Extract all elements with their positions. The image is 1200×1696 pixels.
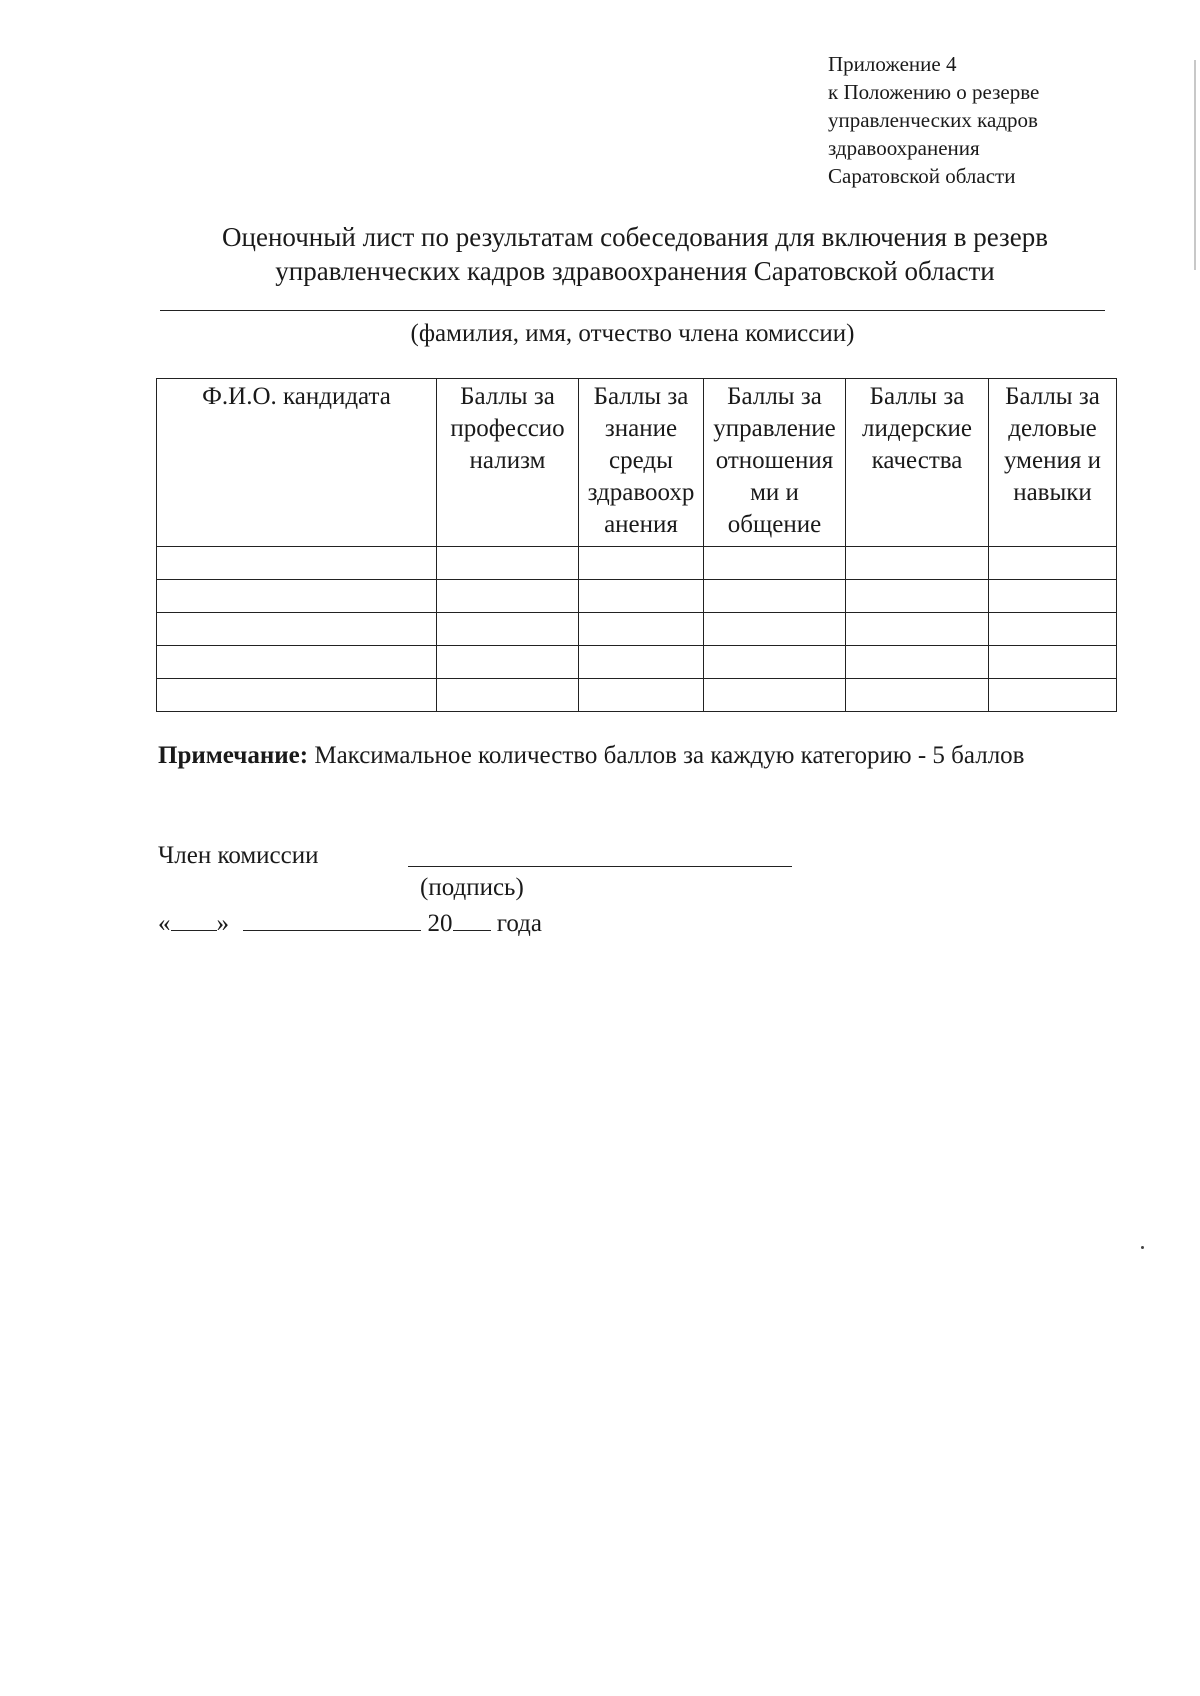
table-row: [157, 547, 1117, 580]
table-cell[interactable]: [704, 613, 846, 646]
document-title: [160, 220, 1110, 288]
header-healthcare-knowledge: Баллы за знание среды здравоохр анения: [579, 379, 704, 547]
table-cell[interactable]: [437, 679, 579, 712]
note-label: Примечание:: [158, 742, 309, 769]
appendix-reference: [828, 50, 1158, 190]
table-cell[interactable]: [157, 679, 437, 712]
table-cell[interactable]: [989, 646, 1117, 679]
table-cell[interactable]: [579, 646, 704, 679]
table-row: [157, 580, 1117, 613]
table-cell[interactable]: [846, 547, 989, 580]
table-cell[interactable]: [437, 646, 579, 679]
year-suffix: года: [496, 910, 542, 937]
table-cell[interactable]: [846, 646, 989, 679]
table-cell[interactable]: [579, 580, 704, 613]
appendix-line: к Положению о резерве: [828, 80, 1040, 104]
table-row: [157, 646, 1117, 679]
table-cell[interactable]: [437, 547, 579, 580]
table-cell[interactable]: [437, 580, 579, 613]
date-row: [158, 906, 542, 940]
table-cell[interactable]: [704, 547, 846, 580]
header-relationship-management: Баллы за управление отношения ми и общение: [704, 379, 846, 547]
table-header-row: [157, 379, 1117, 547]
date-open-quote: «: [158, 910, 171, 937]
table-cell[interactable]: [157, 580, 437, 613]
table-cell[interactable]: [579, 679, 704, 712]
table-cell[interactable]: [704, 679, 846, 712]
table-cell[interactable]: [157, 646, 437, 679]
table-cell[interactable]: [989, 679, 1117, 712]
table-row: [157, 679, 1117, 712]
table-cell[interactable]: [846, 679, 989, 712]
appendix-line: управленческих кадров: [828, 108, 1038, 132]
year-blank[interactable]: [453, 906, 491, 931]
member-name-caption: (фамилия, имя, отчество члена комиссии): [410, 320, 855, 347]
appendix-line: Саратовской области: [828, 164, 1016, 188]
table-cell[interactable]: [989, 613, 1117, 646]
title-line-1: Оценочный лист по результатам собеседования для включения в резерв: [222, 222, 1048, 252]
title-line-2: управленческих кадров здравоохранения Саратовской области: [275, 256, 995, 286]
table-row: [157, 613, 1117, 646]
table-cell[interactable]: [437, 613, 579, 646]
date-close-quote: »: [216, 910, 229, 937]
table-cell[interactable]: [846, 580, 989, 613]
note-text: Максимальное количество баллов за каждую категорию - 5 баллов: [314, 742, 1025, 769]
day-blank[interactable]: [171, 906, 217, 931]
table-cell[interactable]: [579, 547, 704, 580]
commission-member-label: Член комиссии: [158, 842, 319, 869]
table-cell[interactable]: [989, 547, 1117, 580]
signature-caption: (подпись): [420, 874, 524, 901]
table-cell[interactable]: [704, 580, 846, 613]
table-cell[interactable]: [579, 613, 704, 646]
header-candidate-name: Ф.И.О. кандидата: [157, 379, 437, 547]
member-name-line[interactable]: [160, 310, 1105, 311]
appendix-line: здравоохранения: [828, 136, 980, 160]
appendix-line: Приложение 4: [828, 52, 957, 76]
table-cell[interactable]: [704, 646, 846, 679]
year-prefix: 20: [427, 910, 453, 937]
scan-page-edge: [1194, 60, 1196, 270]
table-cell[interactable]: [157, 547, 437, 580]
scan-speck: [1141, 1246, 1144, 1249]
table-cell[interactable]: [989, 580, 1117, 613]
month-blank[interactable]: [243, 906, 421, 931]
table-cell[interactable]: [846, 613, 989, 646]
header-leadership: Баллы за лидерские качества: [846, 379, 989, 547]
scores-table: [156, 378, 1117, 712]
signature-line[interactable]: [408, 866, 792, 867]
header-professionalism: Баллы за профессио нализм: [437, 379, 579, 547]
header-business-skills: Баллы за деловые умения и навыки: [989, 379, 1117, 547]
table-cell[interactable]: [157, 613, 437, 646]
note-paragraph: [158, 738, 1116, 773]
